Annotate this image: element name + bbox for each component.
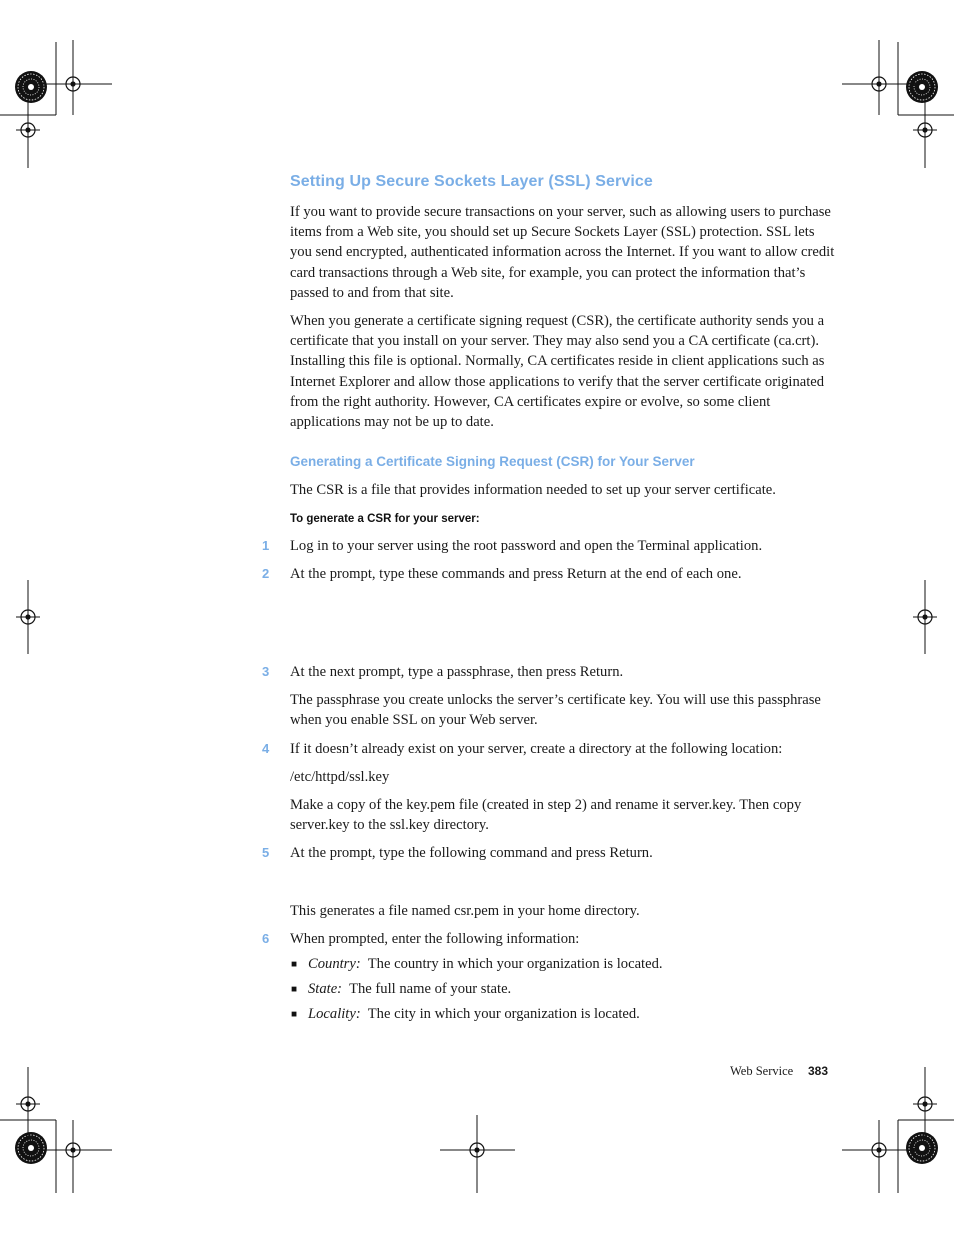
color-target-icon: [15, 1132, 47, 1164]
step-text: Log in to your server using the root password and open the Terminal application.: [290, 538, 763, 554]
section-heading: Setting Up Secure Sockets Layer (SSL) Service: [290, 173, 653, 190]
bullet-term: Country:: [308, 956, 361, 972]
step-number: 4: [262, 741, 270, 756]
step-text: When prompted, enter the following information:: [290, 931, 580, 947]
procedure-heading: To generate a CSR for your server:: [290, 513, 480, 525]
bullet-desc: The full name of your state.: [349, 981, 512, 997]
step-number: 2: [262, 566, 270, 581]
step-note: Make a copy of the key.pem file (created in step 2) and rename it server.key. Then copy server.key to the ssl.key directory.: [290, 797, 802, 834]
color-target-icon: [906, 1132, 938, 1164]
step-text: If it doesn’t already exist on your server, create a directory at the following location:: [290, 741, 783, 757]
bullet-term: State:: [308, 981, 343, 997]
step-number: 3: [262, 664, 270, 679]
directory-path: /etc/httpd/ssl.key: [290, 769, 390, 785]
subsection-heading: Generating a Certificate Signing Request (CSR) for Your Server: [290, 454, 695, 469]
step-text: At the next prompt, type a passphrase, then press Return.: [290, 664, 624, 680]
bullet-icon: ■: [291, 984, 298, 995]
csr-intro: The CSR is a file that provides information needed to set up your server certificate.: [290, 482, 776, 498]
step-number: 5: [262, 845, 270, 860]
page-number: 383: [808, 1064, 829, 1078]
footer-section-name: Web Service: [730, 1064, 794, 1078]
intro-paragraph: When you generate a certificate signing request (CSR), the certificate authority sends you a certificate that you install on your server. They may also send you a CA certificate (ca.crt). Installing this file is optional. Normally, CA certificates reside in client applications such as Internet Explorer and allow those applications to verify that the server certificate originated from the right authority. However, CA certificates expire or evolve, so some client applications may not be up to date.: [290, 313, 825, 431]
step-text: At the prompt, type these commands and press Return at the end of each one.: [290, 566, 742, 582]
list-item: [308, 954, 663, 974]
bullet-icon: ■: [291, 959, 298, 970]
bullet-desc: The country in which your organization is located.: [367, 956, 663, 972]
bullet-term: Locality:: [308, 1006, 361, 1022]
color-target-icon: [15, 71, 47, 103]
bullet-desc: The city in which your organization is located.: [367, 1006, 640, 1022]
step-note: The passphrase you create unlocks the server’s certificate key. You will use this passphrase when you enable SSL on your Web server.: [290, 692, 821, 729]
list-item: [308, 979, 511, 999]
step-text: At the prompt, type the following command and press Return.: [290, 845, 653, 861]
list-item: [308, 1004, 640, 1024]
step-number: 1: [262, 538, 270, 553]
bullet-icon: ■: [291, 1009, 298, 1020]
color-target-icon: [906, 71, 938, 103]
step-number: 6: [262, 931, 270, 946]
intro-paragraph: If you want to provide secure transactions on your server, such as allowing users to purchase items from a Web site, you should set up Secure Sockets Layer (SSL) protection. SSL lets you send encrypted, authenticated information across the Internet. If you want to allow credit card transactions through a Web site, for example, you can protect the information that’s passed to and from that site.: [290, 204, 835, 301]
step-note: This generates a file named csr.pem in your home directory.: [290, 903, 640, 919]
